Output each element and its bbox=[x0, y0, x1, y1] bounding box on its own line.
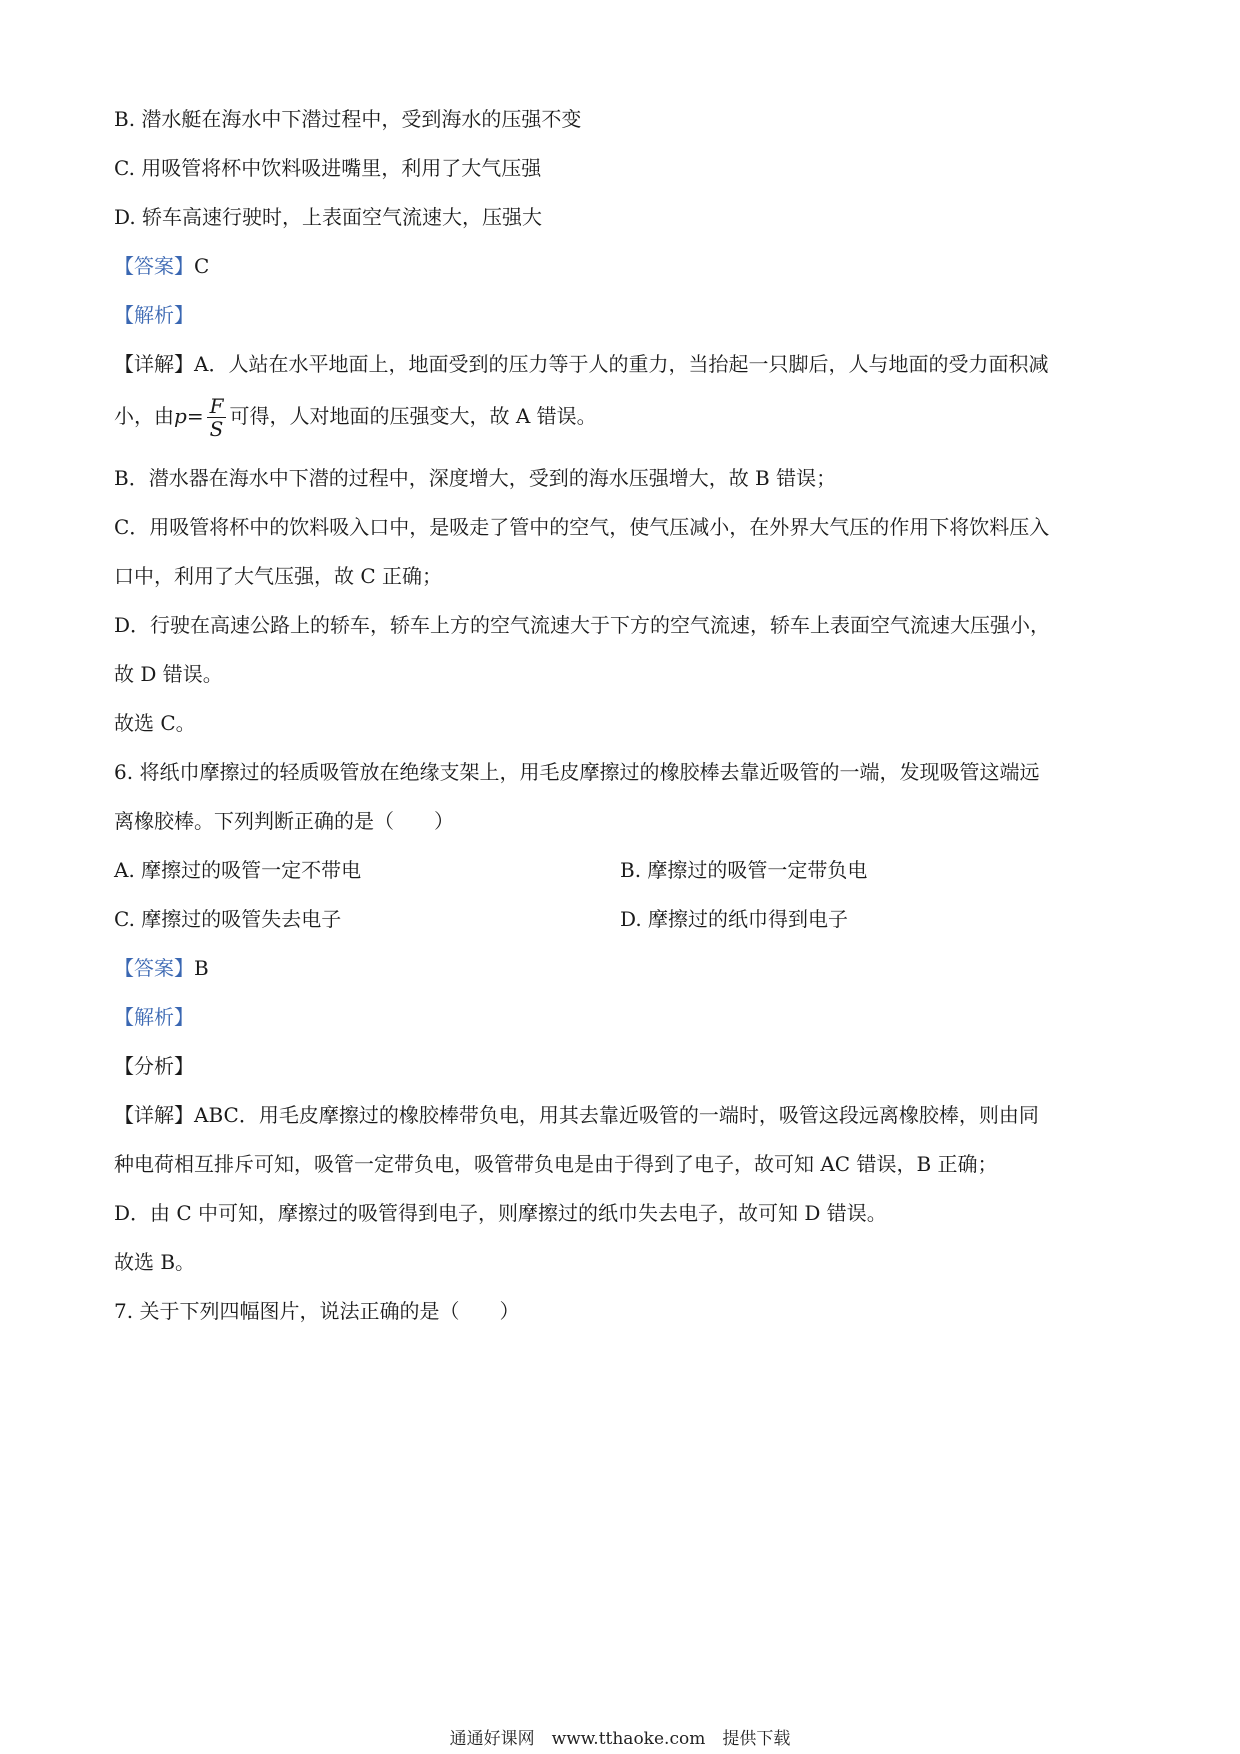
q6-option-d: D. 摩擦过的纸巾得到电子 bbox=[620, 907, 849, 931]
q6-stem-2: 离橡胶棒。下列判断正确的是（ ） bbox=[114, 809, 454, 833]
formula-numerator: F bbox=[207, 395, 227, 418]
q7-stem: 7. 关于下列四幅图片，说法正确的是（ ） bbox=[114, 1299, 520, 1323]
detail-label: 【详解】 bbox=[114, 352, 194, 376]
formula-eq: = bbox=[186, 404, 204, 428]
detail-a1-text: A．人站在水平地面上，地面受到的压力等于人的重力，当抬起一只脚后，人与地面的受力面积减 bbox=[194, 352, 1049, 376]
answer-line bbox=[114, 253, 209, 279]
conclusion-prev: 故选 C。 bbox=[114, 711, 196, 735]
q6-detail-2: 种电荷相互排斥可知，吸管一定带负电，吸管带负电是由于得到了电子，故可知 AC 错误，B 正确； bbox=[114, 1152, 998, 1176]
q6-detail-1-text: ABC．用毛皮摩擦过的橡胶棒带负电，用其去靠近吸管的一端时，吸管这段远离橡胶棒，则由同 bbox=[194, 1103, 1039, 1127]
detail-a2-post: 可得，人对地面的压强变大，故 A 错误。 bbox=[229, 404, 597, 428]
detail-line-b: B．潜水器在海水中下潜的过程中，深度增大，受到的海水压强增大，故 B 错误； bbox=[114, 466, 837, 490]
q6-detail-1 bbox=[114, 1102, 1039, 1128]
q6-stem-1: 6. 将纸巾摩擦过的轻质吸管放在绝缘支架上，用毛皮摩擦过的橡胶棒去靠近吸管的一端，发现吸管这端远 bbox=[114, 760, 1040, 784]
answer-label: 【答案】 bbox=[114, 254, 194, 278]
q6-detail-3: D．由 C 中可知，摩擦过的吸管得到电子，则摩擦过的纸巾失去电子，故可知 D 错误。 bbox=[114, 1201, 887, 1225]
detail-line-d1: D．行驶在高速公路上的轿车，轿车上方的空气流速大于下方的空气流速，轿车上表面空气流速大压强小， bbox=[114, 613, 1051, 637]
detail-a2-pre: 小，由 bbox=[114, 404, 174, 428]
q6-conclusion: 故选 B。 bbox=[114, 1250, 196, 1274]
option-b: B. 潜水艇在海水中下潜过程中，受到海水的压强不变 bbox=[114, 107, 582, 131]
formula-p: p bbox=[174, 404, 187, 428]
detail-line-c2: 口中，利用了大气压强，故 C 正确； bbox=[114, 564, 443, 588]
q6-option-c: C. 摩擦过的吸管失去电子 bbox=[114, 907, 342, 931]
answer-value: C bbox=[194, 254, 210, 278]
q6-analysis-label: 【解析】 bbox=[114, 1005, 194, 1029]
q6-detail-label: 【详解】 bbox=[114, 1103, 194, 1127]
detail-line-a1 bbox=[114, 351, 1048, 377]
detail-line-a2 bbox=[114, 392, 597, 440]
q6-option-a: A. 摩擦过的吸管一定不带电 bbox=[114, 858, 362, 882]
detail-line-d2: 故 D 错误。 bbox=[114, 662, 223, 686]
analysis-label: 【解析】 bbox=[114, 303, 194, 327]
option-d: D. 轿车高速行驶时，上表面空气流速大，压强大 bbox=[114, 205, 543, 229]
q6-option-b: B. 摩擦过的吸管一定带负电 bbox=[620, 858, 868, 882]
q6-answer-line bbox=[114, 955, 209, 981]
option-c: C. 用吸管将杯中饮料吸进嘴里，利用了大气压强 bbox=[114, 156, 542, 180]
q6-answer-value: B bbox=[194, 956, 209, 980]
q6-answer-label: 【答案】 bbox=[114, 956, 194, 980]
q6-fenxi-label: 【分析】 bbox=[114, 1054, 194, 1078]
detail-line-c1: C．用吸管将杯中的饮料吸入口中，是吸走了管中的空气，使气压减小，在外界大气压的作用下将饮料压入 bbox=[114, 515, 1050, 539]
footer-source: 通通好课网 www.tthaoke.com 提供下载 bbox=[449, 1729, 791, 1749]
pressure-formula bbox=[207, 395, 227, 440]
formula-denominator: S bbox=[209, 417, 224, 441]
